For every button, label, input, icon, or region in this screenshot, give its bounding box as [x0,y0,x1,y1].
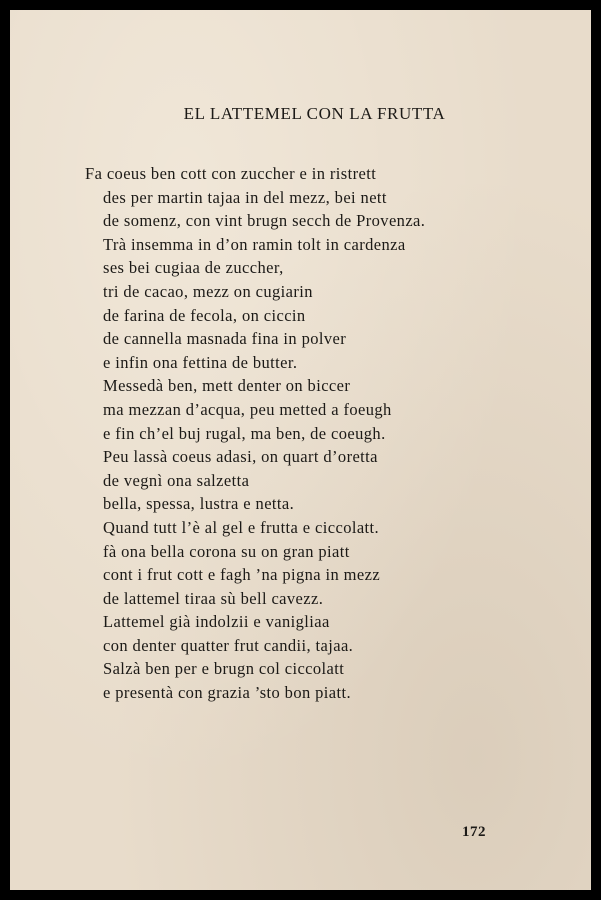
poem-line: con denter quatter frut candii, tajaa. [103,635,354,655]
poem-body [85,162,565,705]
poem-line: Trà insemma in d’on ramin tolt in cardenza [103,234,406,254]
poem-line: de cannella masnada fina in polver [103,329,347,349]
poem-line: e presentà con grazia ’sto bon piatt. [103,683,352,703]
poem-line: Lattemel già indolzii e vanigliaa [103,612,330,632]
book-page [10,10,591,890]
poem-line: e infin ona fettina de butter. [103,352,298,372]
poem-line: de vegnì ona salzetta [103,470,250,490]
poem-line: de lattemel tiraa sù bell cavezz. [103,588,324,608]
poem-line: cont i frut cott e fagh ’na pigna in mezz [103,565,381,585]
poem-line: ma mezzan d’acqua, peu metted a foeugh [103,399,392,419]
poem-line: fà ona bella corona su on gran piatt [103,541,350,561]
poem-title: EL LATTEMEL CON LA FRUTTA [183,104,446,123]
poem-line: bella, spessa, lustra e netta. [103,494,295,514]
poem-line: des per martin tajaa in del mezz, bei nett [103,187,387,207]
poem-line: e fin ch’el buj rugal, ma ben, de coeugh. [103,423,386,443]
poem-line: de farina de fecola, on ciccin [103,305,306,325]
poem-line: tri de cacao, mezz on cugiarin [103,281,313,301]
poem-line: Salzà ben per e brugn col ciccolatt [103,659,345,679]
poem-line: de somenz, con vint brugn secch de Provenza. [103,211,426,231]
poem-line: ses bei cugiaa de zuccher, [103,258,284,278]
poem-line: Quand tutt l’è al gel e frutta e ciccolatt. [103,517,380,537]
poem-line: Peu lassà coeus adasi, on quart d’oretta [103,447,378,467]
page-number: 172 [462,824,486,840]
poem-line: Fa coeus ben cott con zuccher e in ristrett [85,164,377,183]
poem-line: Messedà ben, mett denter on biccer [103,376,351,396]
